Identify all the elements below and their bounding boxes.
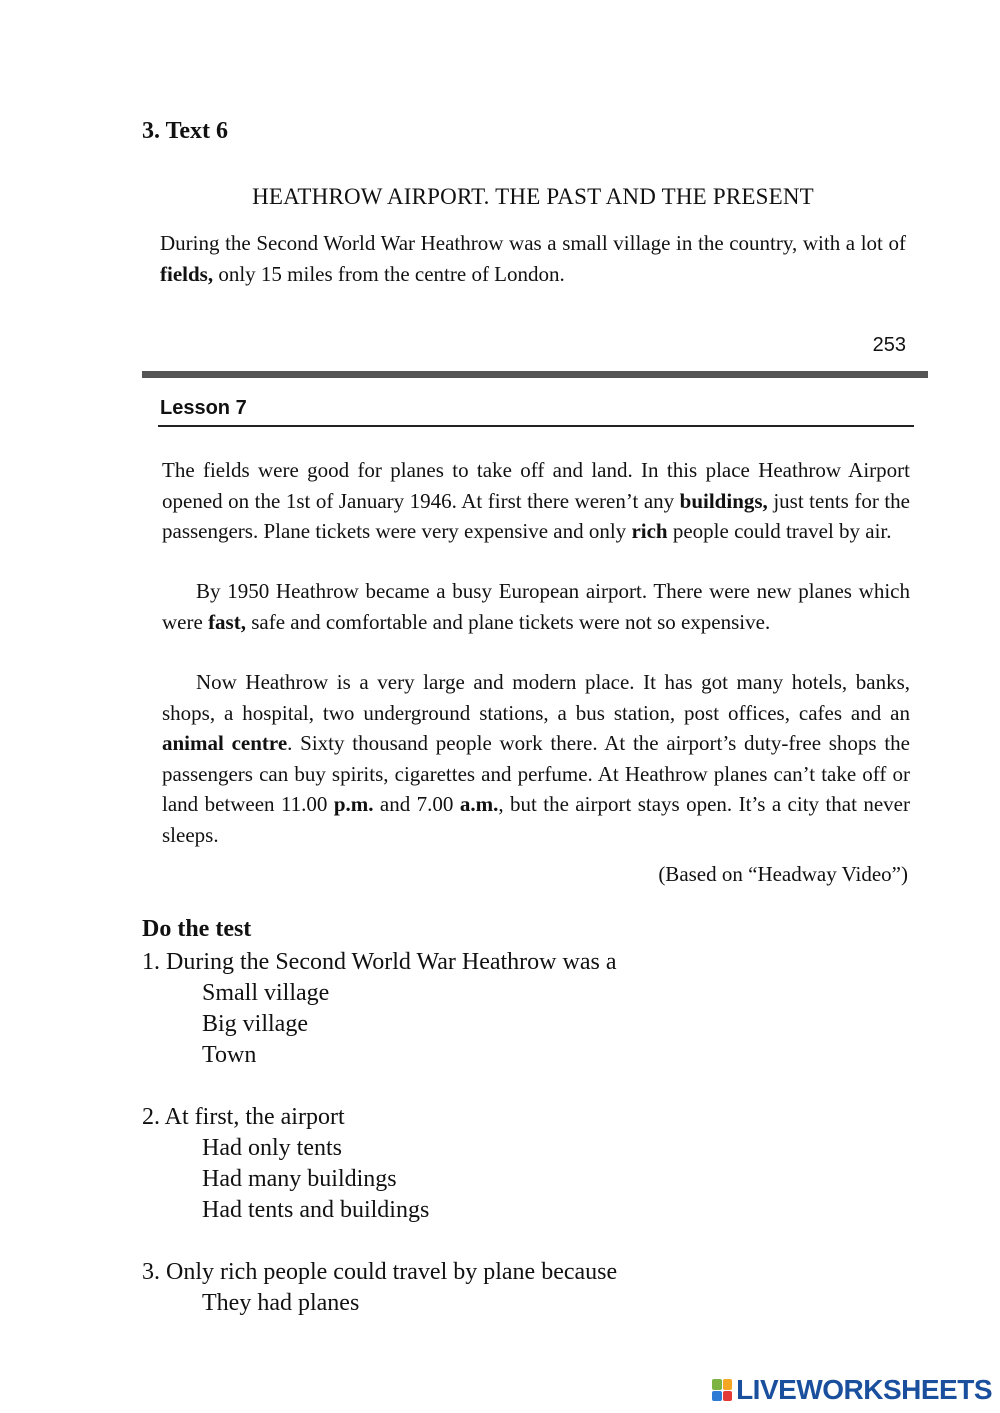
- intro-bold-word: fields,: [160, 261, 214, 286]
- paragraph-text: Now Heathrow is a very large and modern place. It has got many hotels, banks, shops, a hospital, two underground stations, a bus station, post offices, cafes and an: [162, 670, 910, 725]
- paragraph-text: safe and comfortable and plane tickets were not so expensive.: [245, 609, 771, 634]
- paragraph-text: and 7.00: [373, 792, 460, 816]
- liveworksheets-logo: [712, 1375, 992, 1405]
- body-paragraph-2: [162, 576, 910, 637]
- body-paragraph-1: [162, 455, 910, 547]
- question-1: 1. During the Second World War Heathrow was a: [142, 949, 617, 975]
- logo-icon: [712, 1379, 732, 1401]
- text-title: HEATHROW AIRPORT. THE PAST AND THE PRESENT: [252, 184, 814, 209]
- intro-text-end: only 15 miles from the centre of London.: [213, 261, 565, 286]
- lesson-header: Lesson 7: [160, 397, 247, 419]
- question-1-option-1[interactable]: Small village: [202, 980, 330, 1006]
- intro-text: During the Second World War Heathrow was a small village in the country, with a lot of: [160, 231, 906, 255]
- paragraph-text: just tents for the passengers. Plane tickets were very expensive and only: [162, 488, 910, 543]
- section-label: 3. Text 6: [142, 118, 229, 144]
- lesson-underline: [158, 425, 914, 427]
- paragraph-text: . Sixty thousand people work there. At the airport’s duty-free shops the passengers can buy spirits, cigarettes and perfume. At Heathrow planes can’t take off or land between 11.00: [162, 731, 910, 816]
- bold-word: rich: [631, 519, 668, 543]
- paragraph-text: people could travel by air.: [667, 519, 892, 543]
- bold-word: animal centre: [162, 731, 288, 755]
- question-2: 2. At first, the airport: [142, 1104, 345, 1130]
- body-paragraph-3: [162, 667, 910, 850]
- question-2-option-1[interactable]: Had only tents: [202, 1135, 342, 1161]
- logo-text: LIVEWORKSHEETS: [736, 1374, 992, 1405]
- source-citation: (Based on “Headway Video”): [658, 862, 908, 886]
- question-3-option-1[interactable]: They had planes: [202, 1290, 360, 1316]
- bold-word: fast,: [208, 609, 246, 634]
- page-divider: [142, 371, 928, 378]
- test-heading: Do the test: [142, 916, 252, 942]
- paragraph-text: The fields were good for planes to take off and land. In this place Heathrow Airport opened on the 1st of January 1946. At first there weren’t any: [162, 458, 910, 513]
- page-number: 253: [872, 334, 906, 356]
- question-1-option-3[interactable]: Town: [202, 1042, 257, 1068]
- bold-word: a.m.: [459, 792, 499, 816]
- question-3: 3. Only rich people could travel by plane because: [142, 1259, 618, 1285]
- question-2-option-2[interactable]: Had many buildings: [202, 1166, 397, 1192]
- question-2-option-3[interactable]: Had tents and buildings: [202, 1197, 430, 1223]
- bold-word: buildings,: [679, 488, 768, 513]
- question-1-option-2[interactable]: Big village: [202, 1011, 308, 1037]
- bold-word: p.m.: [333, 792, 374, 816]
- intro-paragraph: [160, 228, 906, 289]
- paragraph-text: By 1950 Heathrow became a busy European airport. There were new planes which were: [162, 579, 910, 634]
- paragraph-text: , but the airport stays open. It’s a city that never sleeps.: [162, 792, 910, 847]
